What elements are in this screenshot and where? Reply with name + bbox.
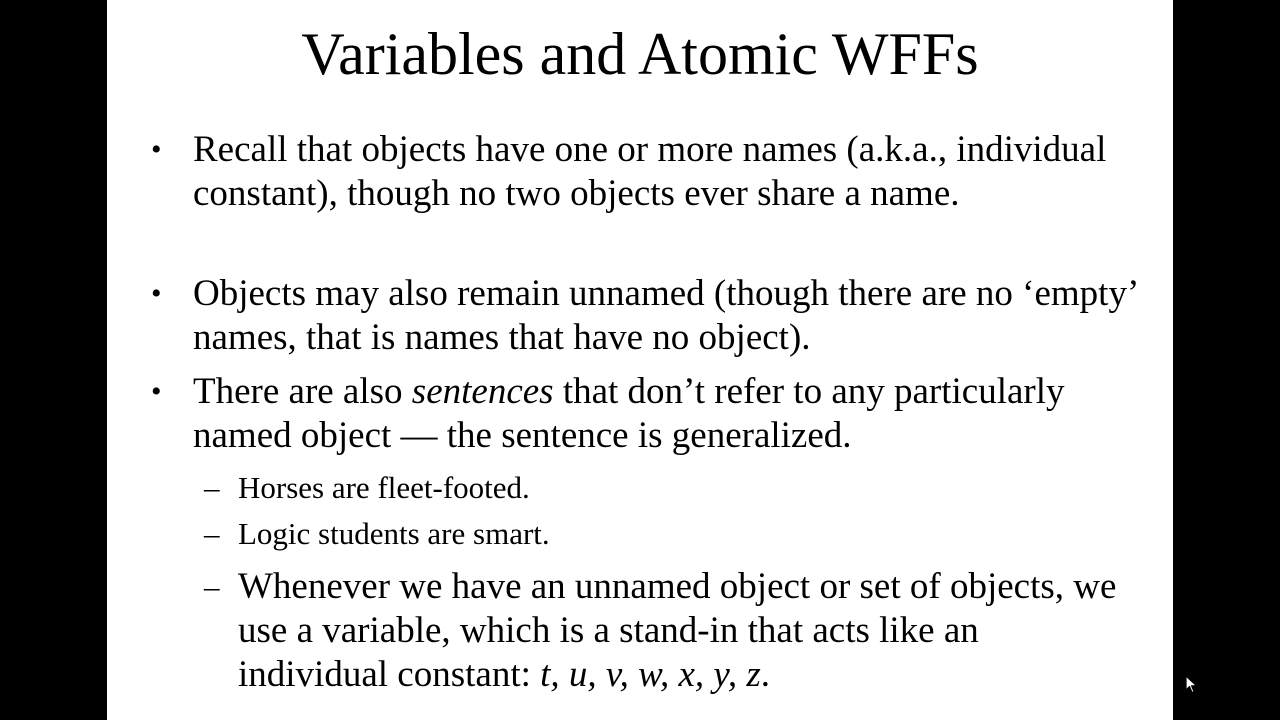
subbullet-horses (204, 470, 1118, 506)
bullet-item-sentences (151, 370, 1153, 458)
subbullet-end: . (760, 654, 770, 695)
subbullet-logic-students (204, 516, 1118, 552)
bullet-text-before: There are also (193, 371, 412, 412)
slide-title: Variables and Atomic WFFs (301, 21, 979, 87)
bullet-text: Recall that objects have one or more names (a.k.a., individual constant), though no two objects ever share a name. (193, 129, 1107, 214)
bullet-text: Objects may also remain unnamed (though there are no ‘empty’ names, that is names that have no object). (193, 273, 1137, 358)
bullet-glyph: • (151, 277, 162, 310)
variable-list: t, u, v, w, x, y, z (540, 654, 761, 695)
emphasis-sentences: sentences (411, 371, 554, 412)
subbullet-text: Whenever we have an unnamed object or set of objects, we use a variable, which is a stand-in that acts like an individual constant: (238, 566, 1117, 695)
bullet-text-after: that don’t refer to any particularly named object — the sentence is generalized. (193, 371, 1065, 456)
subbullet-text: Horses are fleet-footed. (238, 470, 530, 505)
bullet-item-unnamed (151, 272, 1153, 360)
bullet-glyph: • (151, 375, 162, 408)
dash-glyph: – (204, 569, 220, 604)
dash-glyph: – (204, 516, 220, 551)
subbullet-text: Logic students are smart. (238, 516, 550, 551)
dash-glyph: – (204, 470, 220, 505)
bullet-glyph: • (151, 133, 162, 166)
mouse-pointer-icon (1185, 675, 1199, 695)
bullet-item-names (151, 128, 1153, 216)
slide (107, 0, 1173, 720)
subbullet-variables (204, 565, 1118, 697)
